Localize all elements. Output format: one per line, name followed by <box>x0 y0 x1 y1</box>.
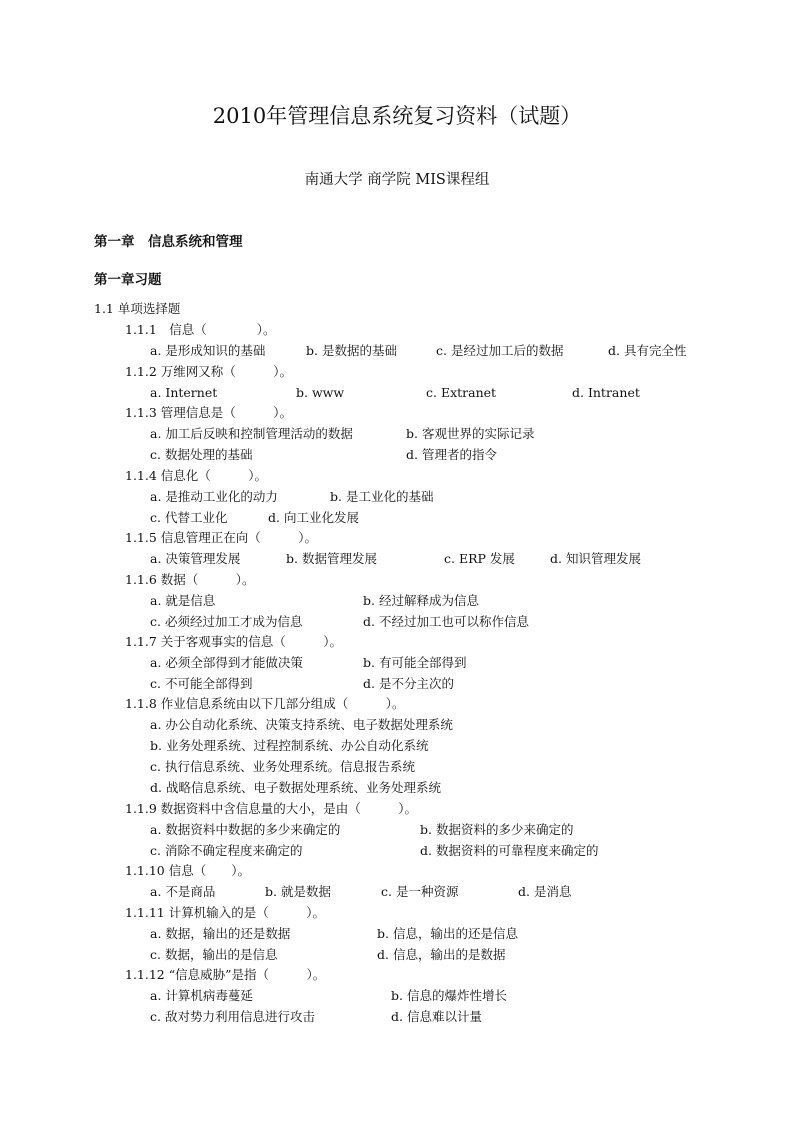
question-number: 1.1.11 计算机输入的是（ ）。 <box>125 905 325 920</box>
option-text: b. 经过解释成为信息 <box>363 593 479 608</box>
option-text: a. 不是商品 <box>150 884 216 899</box>
option-text: a. 加工后反映和控制管理活动的数据 <box>150 426 353 441</box>
page-title: 2010年管理信息系统复习资料（试题） <box>212 104 582 128</box>
option-text: b. 是工业化的基础 <box>330 489 434 504</box>
question-number: 1.1.8 作业信息系统由以下几部分组成（ ）。 <box>125 696 405 711</box>
question-number: 1.1.10 信息（ ）。 <box>125 863 250 878</box>
option-text: b. 业务处理系统、过程控制系统、办公自动化系统 <box>150 738 429 753</box>
option-text: b. 数据资料的多少来确定的 <box>420 822 574 837</box>
option-text: b. 信息，输出的还是信息 <box>377 926 518 941</box>
question-number: 1.1.1 信息（ ）。 <box>125 322 276 337</box>
option-text: c. ERP 发展 <box>444 551 515 566</box>
option-text: d. 不经过加工也可以称作信息 <box>363 614 529 629</box>
option-text: a. 是推动工业化的动力 <box>150 489 278 504</box>
option-text: d. 数据资料的可靠程度来确定的 <box>420 843 599 858</box>
option-text: b. 就是数据 <box>265 884 331 899</box>
option-text: b. www <box>296 385 345 400</box>
option-text: d. 具有完全性 <box>608 343 687 358</box>
option-text: b. 客观世界的实际记录 <box>406 426 535 441</box>
option-text: c. 必须经过加工才成为信息 <box>150 614 303 629</box>
option-text: d. 信息，输出的是数据 <box>377 947 506 962</box>
question-number: 1.1.2 万维网又称（ ）。 <box>125 364 293 379</box>
question-number: 1.1.5 信息管理正在向（ ）。 <box>125 530 318 545</box>
option-text: a. 数据资料中数据的多少来确定的 <box>150 822 341 837</box>
option-text: c. Extranet <box>426 385 497 400</box>
option-text: d. 向工业化发展 <box>268 510 359 525</box>
question-number: 1.1.9 数据资料中含信息量的大小，是由（ ）。 <box>125 801 418 816</box>
chapter-heading: 第一章 信息系统和管理 <box>94 234 243 250</box>
option-text: c. 是经过加工后的数据 <box>436 343 564 358</box>
option-text: c. 数据，输出的是信息 <box>150 947 278 962</box>
option-text: c. 数据处理的基础 <box>150 447 253 462</box>
page-subtitle: 南通大学 商学院 MIS课程组 <box>304 172 490 188</box>
option-text: d. 知识管理发展 <box>550 551 641 566</box>
option-text: a. 办公自动化系统、决策支持系统、电子数据处理系统 <box>150 717 453 732</box>
option-text: a. 是形成知识的基础 <box>150 343 266 358</box>
option-text: a. 决策管理发展 <box>150 551 241 566</box>
option-text: b. 有可能全部得到 <box>363 655 467 670</box>
section-heading: 1.1 单项选择题 <box>94 301 181 316</box>
option-text: d. 是消息 <box>518 884 572 899</box>
option-text: b. 信息的爆炸性增长 <box>391 988 507 1003</box>
option-text: d. 信息难以计量 <box>391 1009 482 1024</box>
option-text: c. 敌对势力利用信息进行攻击 <box>150 1009 315 1024</box>
option-text: c. 消除不确定程度来确定的 <box>150 843 303 858</box>
question-number: 1.1.12 “信息威胁”是指（ ）。 <box>125 967 326 982</box>
option-text: c. 执行信息系统、业务处理系统。信息报告系统 <box>150 759 415 774</box>
option-text: a. 必须全部得到才能做决策 <box>150 655 303 670</box>
option-text: a. 计算机病毒蔓延 <box>150 988 253 1003</box>
option-text: d. Intranet <box>572 385 640 400</box>
option-text: c. 是一种资源 <box>381 884 459 899</box>
question-number: 1.1.6 数据（ ）。 <box>125 572 255 587</box>
option-text: c. 代替工业化 <box>150 510 228 525</box>
question-number: 1.1.3 管理信息是（ ）。 <box>125 405 293 420</box>
option-text: b. 数据管理发展 <box>286 551 377 566</box>
question-number: 1.1.7 关于客观事实的信息（ ）。 <box>125 634 343 649</box>
option-text: c. 不可能全部得到 <box>150 676 253 691</box>
option-text: d. 战略信息系统、电子数据处理系统、业务处理系统 <box>150 780 441 795</box>
option-text: d. 是不分主次的 <box>363 676 454 691</box>
option-text: a. 数据，输出的还是数据 <box>150 926 291 941</box>
option-text: a. 就是信息 <box>150 593 216 608</box>
option-text: b. 是数据的基础 <box>306 343 397 358</box>
question-number: 1.1.4 信息化（ ）。 <box>125 468 268 483</box>
exercise-heading: 第一章习题 <box>94 272 162 288</box>
option-text: d. 管理者的指令 <box>406 447 497 462</box>
option-text: a. Internet <box>150 385 218 400</box>
